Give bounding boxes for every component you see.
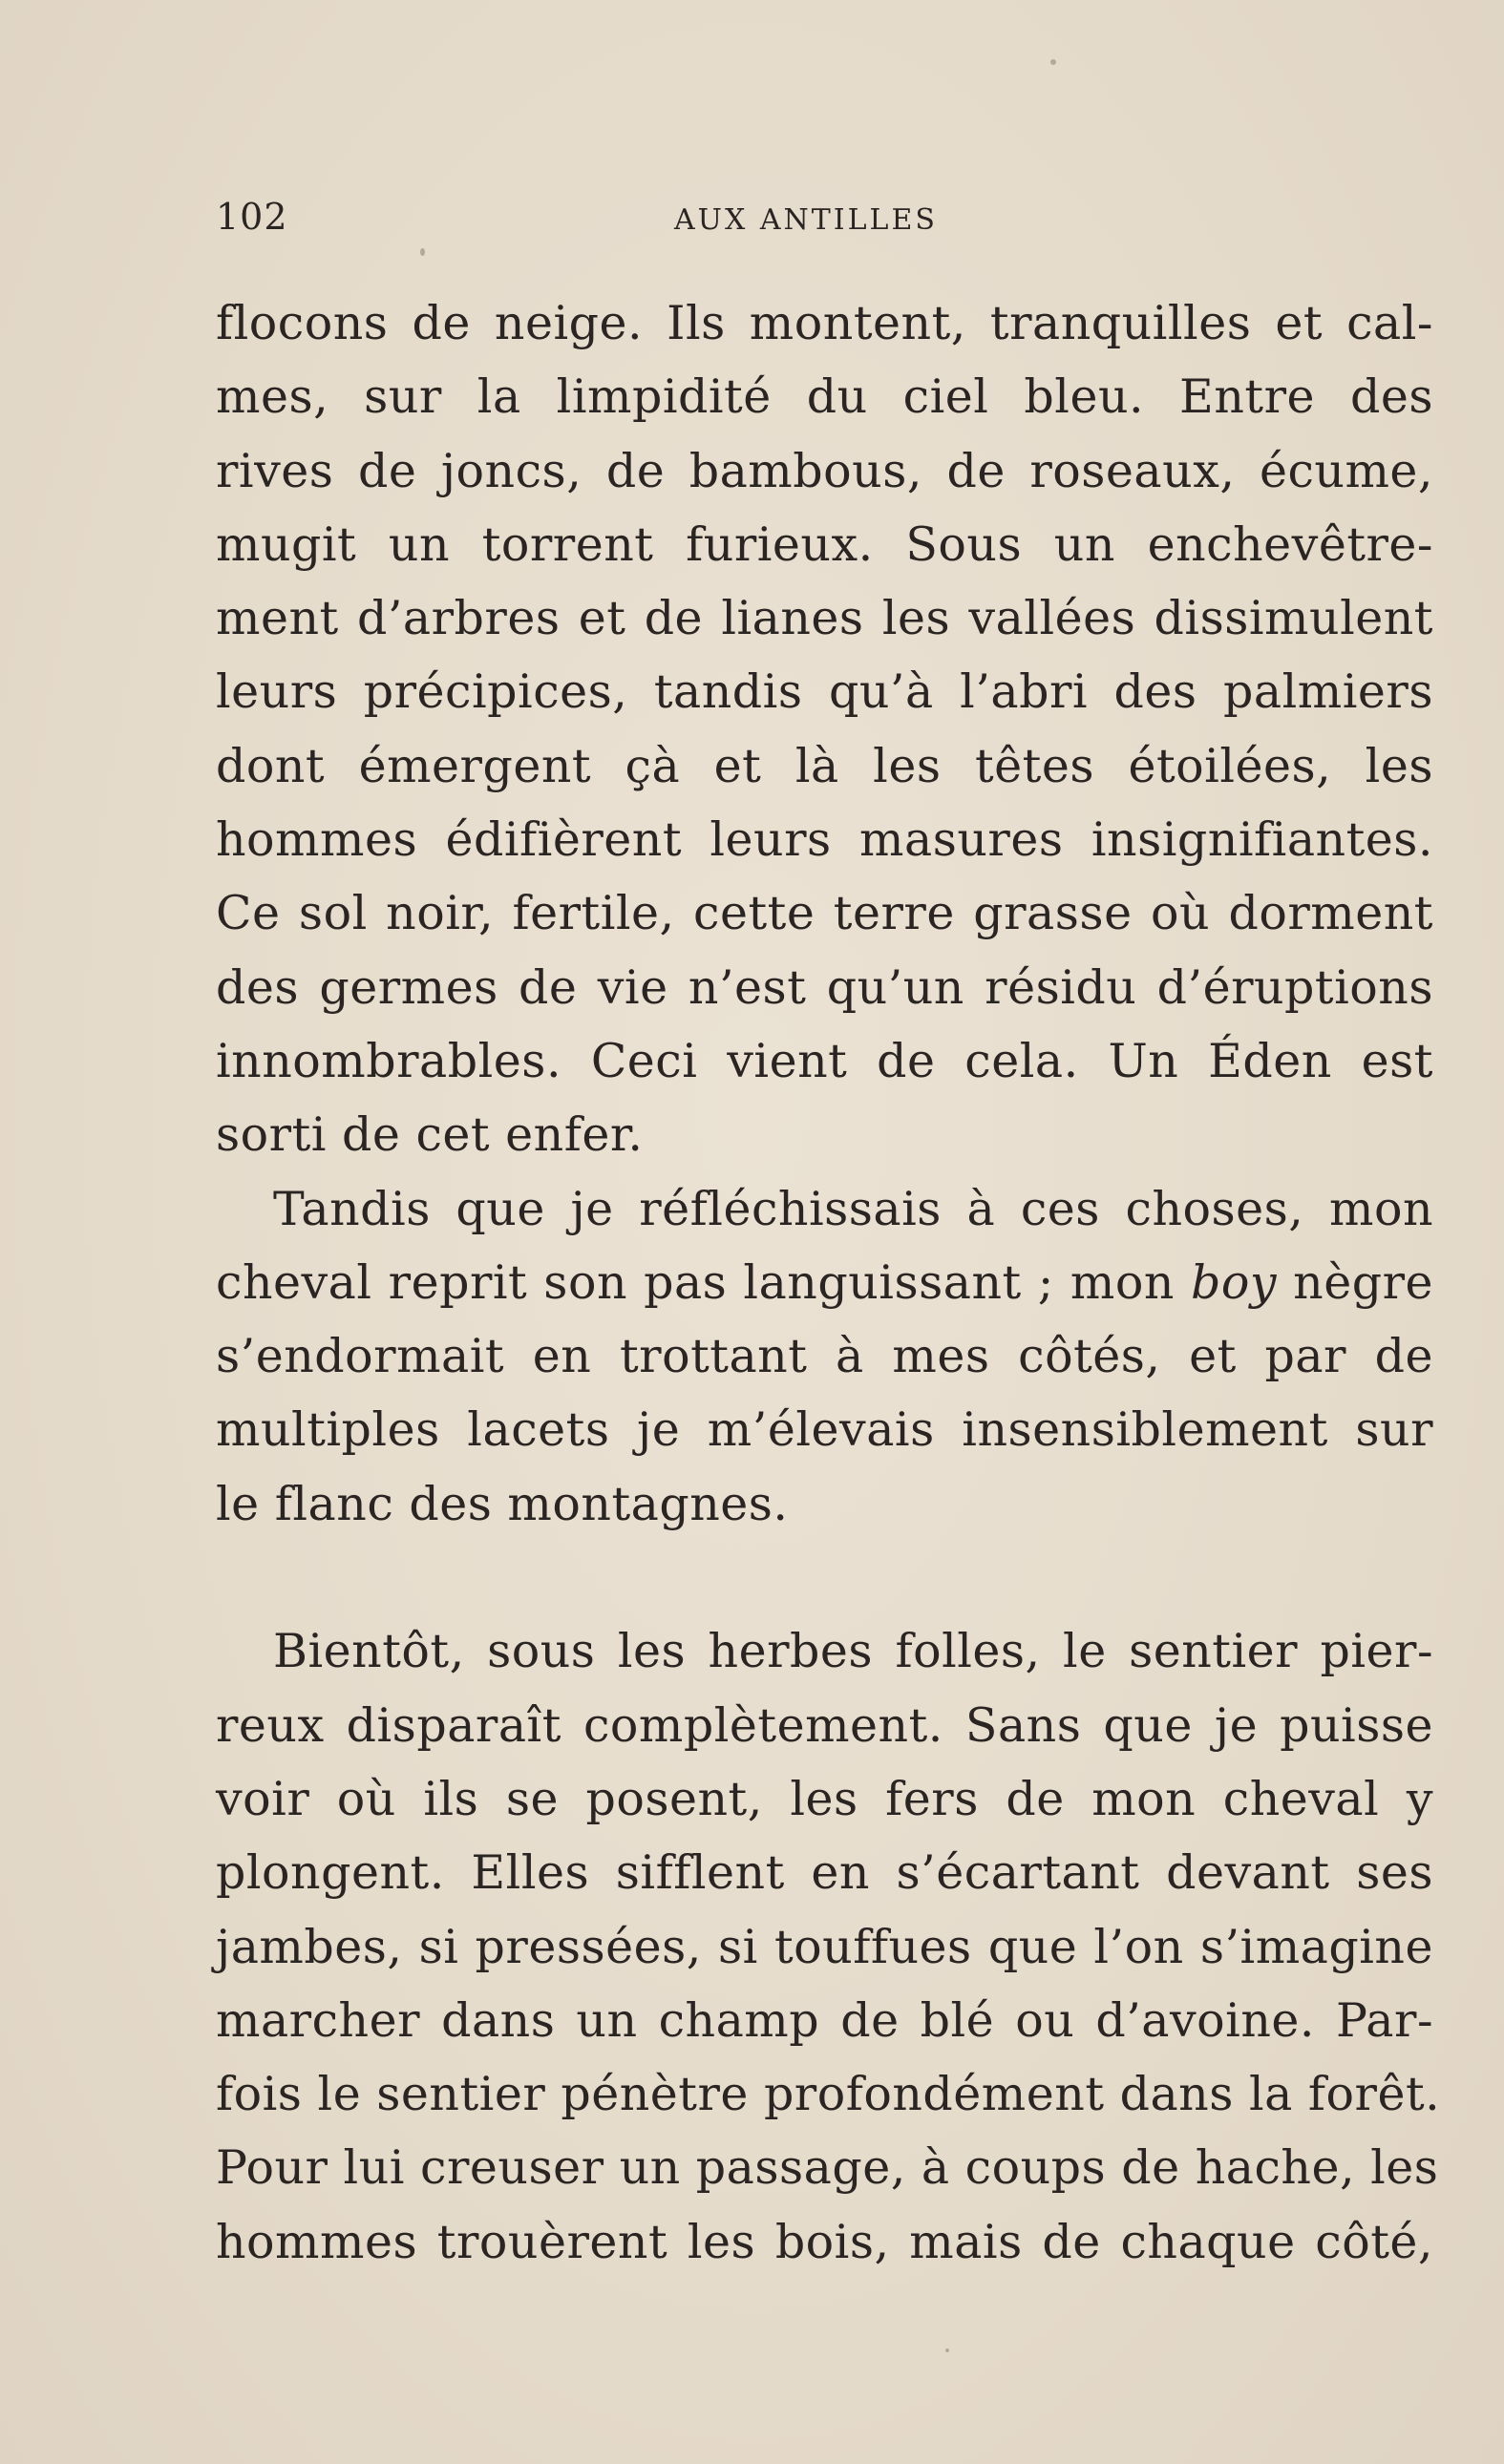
page-number: 102 (216, 196, 288, 238)
text-line: reux disparaît complètement. Sans que je puisse (216, 1697, 1433, 1753)
italic-word: boy (1191, 1254, 1278, 1310)
text-line: Ce sol noir, fertile, cette terre grasse où dorment (216, 886, 1433, 941)
text-line: sorti de cet enfer. (216, 1107, 644, 1163)
body-text (216, 286, 1441, 2279)
text-run: cheval reprit son pas languissant ; mon (216, 1254, 1191, 1310)
text-line: mes, sur la limpidité du ciel bleu. Entre des (216, 369, 1433, 425)
paragraph-1 (216, 286, 1433, 1172)
text-line: hommes trouèrent les bois, mais de chaque côté, (216, 2214, 1433, 2269)
paragraph-2 (216, 1172, 1433, 1541)
text-line: mugit un torrent furieux. Sous un enchevêtre- (216, 516, 1433, 572)
text-line: flocons de neige. Ils montent, tranquilles et cal- (216, 296, 1433, 350)
text-line (216, 1246, 1433, 1319)
text-line: des germes de vie n’est qu’un résidu d’éruptions (216, 959, 1433, 1015)
text-line: innombrables. Ceci vient de cela. Un Éden est (216, 1033, 1433, 1088)
text-line: plongent. Elles sifflent en s’écartant devant ses (216, 1845, 1433, 1901)
text-line: le flanc des montagnes. (216, 1476, 789, 1531)
text-line: marcher dans un champ de blé ou d’avoine. Par- (216, 1992, 1433, 2048)
text-line: hommes édifièrent leurs masures insignifiantes. (216, 812, 1433, 868)
text-line: Bientôt, sous les herbes folles, le sentier pier- (273, 1624, 1433, 1679)
paper-speck (945, 2348, 949, 2352)
text-line: leurs précipices, tandis qu’à l’abri des palmiers (216, 664, 1433, 720)
text-line: ment d’arbres et de lianes les vallées dissimulent (216, 591, 1433, 646)
text-line: jambes, si pressées, si touffues que l’on s’imagine (216, 1919, 1433, 1974)
page-header (216, 196, 1343, 253)
paragraph-3 (216, 1614, 1441, 2279)
text-line: Tandis que je réfléchissais à ces choses, mon (273, 1181, 1433, 1236)
text-line: rives de joncs, de bambous, de roseaux, écume, (216, 443, 1433, 498)
text-line: dont émergent çà et là les têtes étoilées, les (216, 738, 1433, 793)
running-title: AUX ANTILLES (674, 203, 938, 237)
paper-speck (1050, 59, 1056, 65)
text-line: Pour lui creuser un passage, à coups de hache, les (216, 2140, 1439, 2196)
text-line: s’endormait en trottant à mes côtés, et par de (216, 1329, 1433, 1384)
text-line: voir où ils se posent, les fers de mon cheval y (216, 1771, 1433, 1826)
text-line: fois le sentier pénètre profondément dans la forêt. (216, 2067, 1441, 2122)
section-gap (216, 1541, 1433, 1614)
text-line: multiples lacets je m’élevais insensiblement sur (216, 1402, 1433, 1458)
text-run: nègre (1277, 1254, 1433, 1310)
